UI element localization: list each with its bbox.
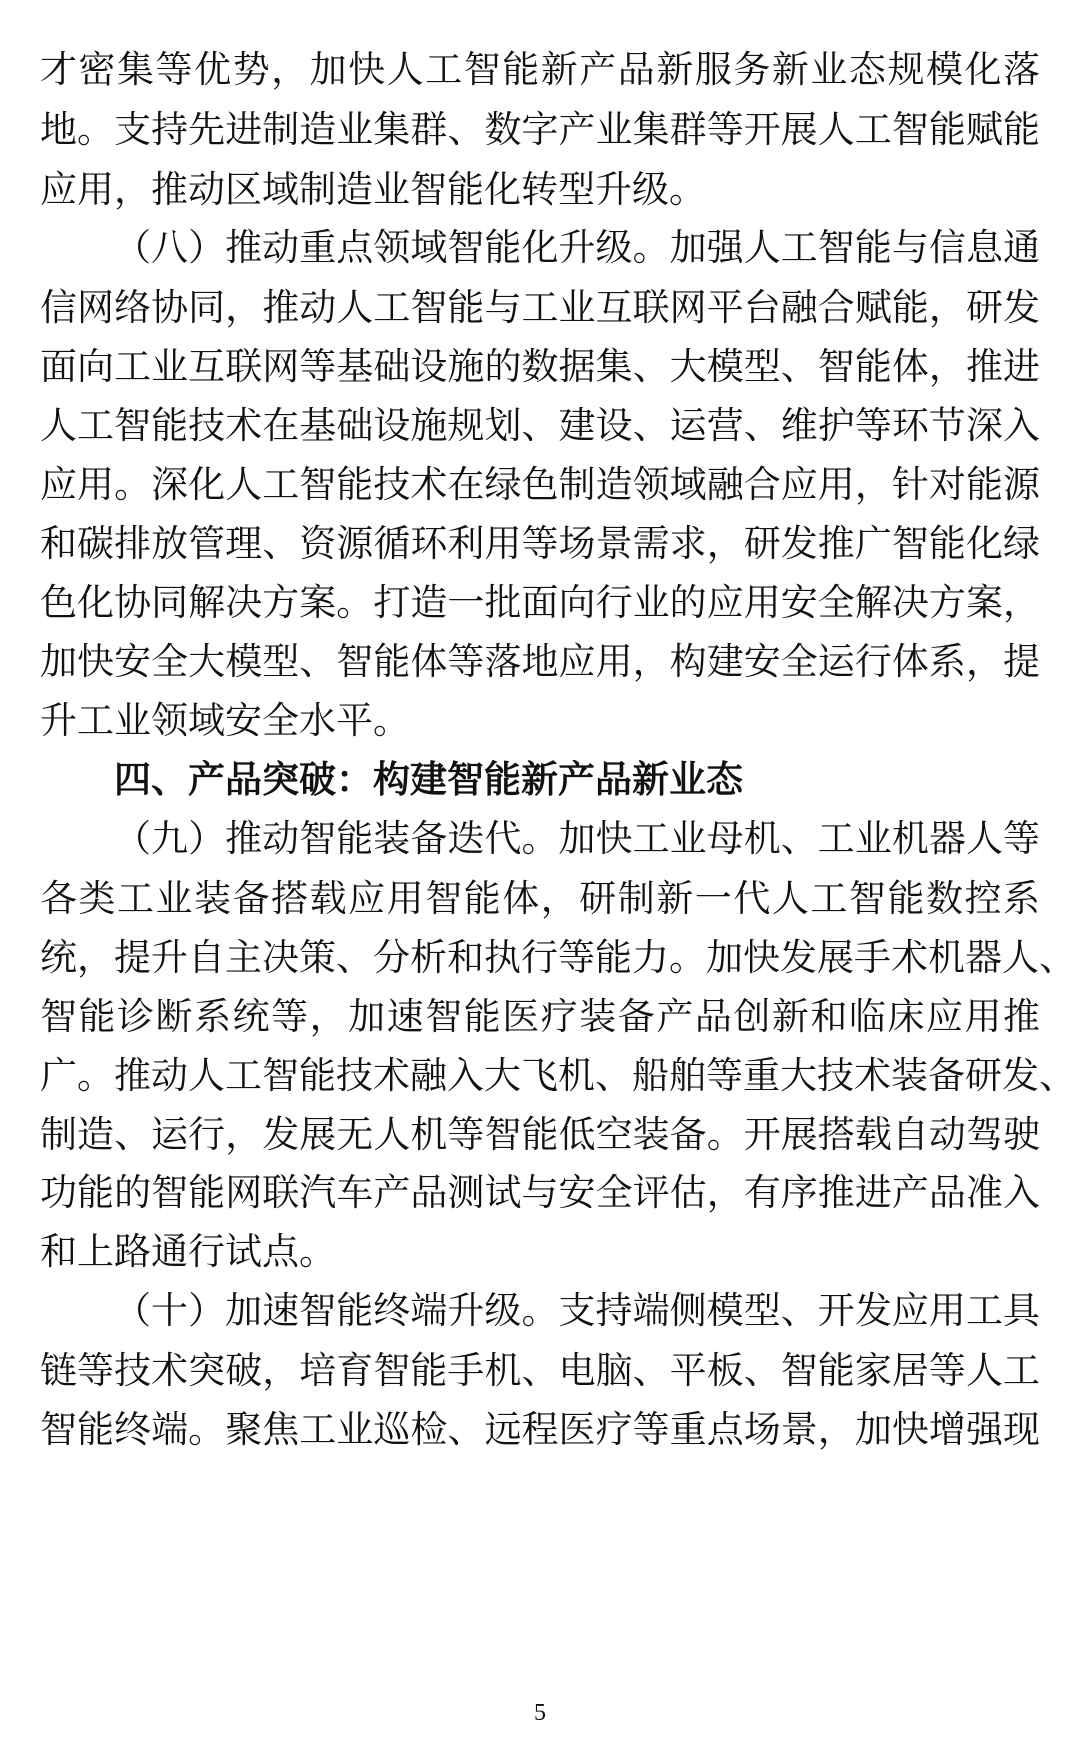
section-8-first-line: （八）推动重点领域智能化升级。加强人工智能与信息通 bbox=[114, 226, 1040, 269]
section-9-first-line: （九）推动智能装备迭代。加快工业母机、工业机器人等 bbox=[114, 817, 1040, 860]
text-line-11: 加快安全大模型、智能体等落地应用，构建安全运行体系，提 bbox=[40, 640, 1040, 683]
text-line-24: 智能终端。聚焦工业巡检、远程医疗等重点场景，加快增强现 bbox=[40, 1408, 1040, 1451]
text-line-19: 制造、运行，发展无人机等智能低空装备。开展搭载自动驾驶 bbox=[40, 1113, 1040, 1156]
text-line-5: 信网络协同，推动人工智能与工业互联网平台融合赋能，研发 bbox=[40, 286, 1040, 329]
text-line-12: 升工业领域安全水平。 bbox=[40, 699, 410, 742]
text-line-8: 应用。深化人工智能技术在绿色制造领域融合应用，针对能源 bbox=[40, 463, 1040, 506]
text-line-17: 智能诊断系统等，加速智能医疗装备产品创新和临床应用推 bbox=[40, 995, 1040, 1038]
text-line-21: 和上路通行试点。 bbox=[40, 1230, 336, 1273]
text-line-3: 应用，推动区域制造业智能化转型升级。 bbox=[40, 168, 706, 211]
text-line-15: 各类工业装备搭载应用智能体，研制新一代人工智能数控系 bbox=[40, 877, 1040, 920]
text-line-2: 地。支持先进制造业集群、数字产业集群等开展人工智能赋能 bbox=[40, 108, 1040, 151]
text-line-6: 面向工业互联网等基础设施的数据集、大模型、智能体，推进 bbox=[40, 345, 1040, 388]
text-line-18: 广。推动人工智能技术融入大飞机、船舶等重大技术装备研发、 bbox=[40, 1054, 1076, 1097]
text-line-16: 统，提升自主决策、分析和执行等能力。加快发展手术机器人、 bbox=[40, 936, 1076, 979]
text-line-9: 和碳排放管理、资源循环利用等场景需求，研发推广智能化绿 bbox=[40, 522, 1040, 565]
text-line-23: 链等技术突破，培育智能手机、电脑、平板、智能家居等人工 bbox=[40, 1349, 1040, 1392]
page-number: 5 bbox=[534, 1700, 546, 1726]
section-10-first-line: （十）加速智能终端升级。支持端侧模型、开发应用工具 bbox=[114, 1289, 1040, 1332]
text-line-7: 人工智能技术在基础设施规划、建设、运营、维护等环节深入 bbox=[40, 404, 1040, 447]
text-line-20: 功能的智能网联汽车产品测试与安全评估，有序推进产品准入 bbox=[40, 1171, 1040, 1214]
text-line-1: 才密集等优势，加快人工智能新产品新服务新业态规模化落 bbox=[40, 48, 1040, 91]
text-line-10: 色化协同解决方案。打造一批面向行业的应用安全解决方案， bbox=[40, 581, 1040, 624]
section-heading-4: 四、产品突破：构建智能新产品新业态 bbox=[114, 758, 743, 801]
